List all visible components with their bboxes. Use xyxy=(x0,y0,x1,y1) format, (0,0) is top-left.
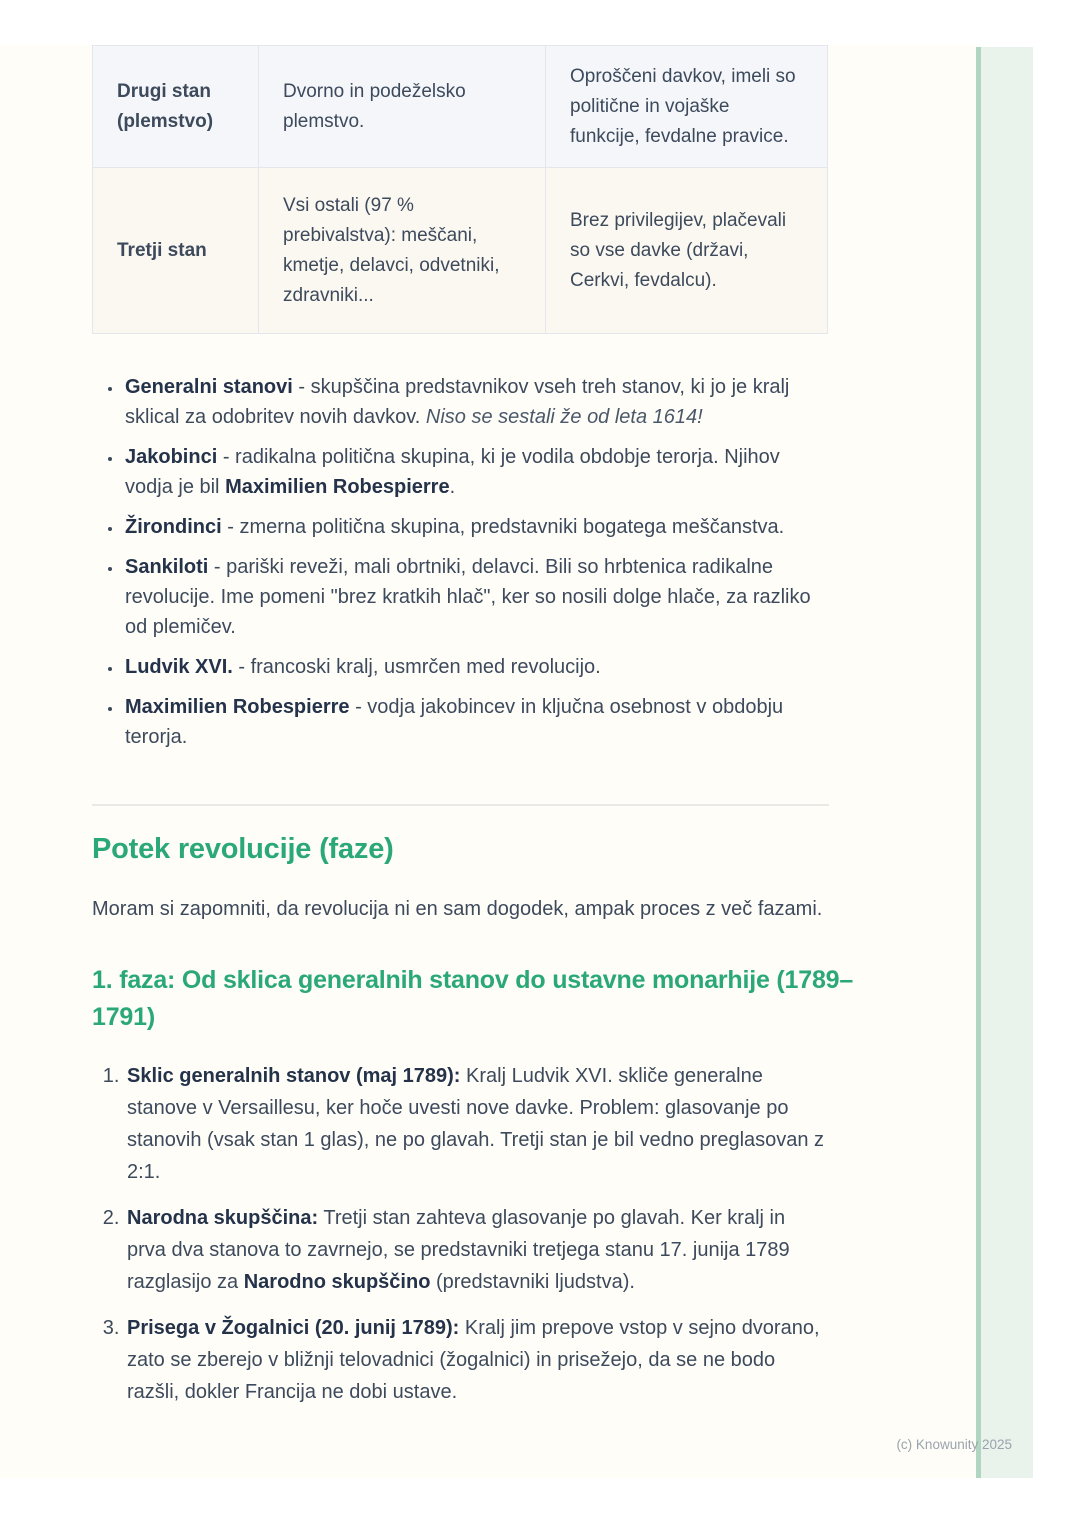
estate-term-cell: Drugi stan (plemstvo) xyxy=(93,46,259,168)
list-item-generalni-stanovi: • Generalni stanovi - skupščina predstavnikov vseh treh stanov, ki jo je kralj sklical za odobritev novih davkov. Niso se sestali že od leta 1614! xyxy=(123,372,829,432)
glossary-list xyxy=(92,372,829,752)
document-content xyxy=(92,45,854,1422)
step-item-prisega: 3. Prisega v Žogalnici (20. junij 1789): Kralj jim prepove vstop v sejno dvorano, zato se zberejo v bližnji telovadnici (žogalnici) in prisežejo, da se ne bodo razšli, dokler Francija ne dobi ustave. xyxy=(125,1312,829,1408)
table-row-second-estate xyxy=(93,46,828,168)
phase1-steps-list xyxy=(92,1060,829,1408)
estate-members-cell: Vsi ostali (97 % prebivalstva): meščani, kmetje, delavci, odvetniki, zdravniki... xyxy=(259,168,546,334)
phase1-heading: 1. faza: Od sklica generalnih stanov do ustavne monarhije (1789–1791) xyxy=(92,966,854,1031)
estates-table xyxy=(92,45,828,334)
list-item-robespierre: • Maximilien Robespierre - vodja jakobincev in ključna osebnost v obdobju terorja. xyxy=(123,692,829,752)
intro-paragraph: Moram si zapomniti, da revolucija ni en sam dogodek, ampak proces z več fazami. xyxy=(92,898,823,920)
estate-term-cell: Tretji stan xyxy=(93,168,259,334)
copyright-notice: (c) Knowunity 2025 xyxy=(896,1437,1012,1452)
section-divider xyxy=(92,804,829,806)
estate-rights-cell: Oproščeni davkov, imeli so politične in vojaške funkcije, fevdalne pravice. xyxy=(546,46,828,168)
table-row-third-estate xyxy=(93,168,828,334)
step-item-narodna-skupscina: 2. Narodna skupščina: Tretji stan zahteva glasovanje po glavah. Ker kralj in prva dva stanova to zavrnejo, se predstavniki tretjega stanu 17. junija 1789 razglasijo za Narodno skupščino (predstavniki ljudstva). xyxy=(125,1202,829,1298)
estate-rights-cell: Brez privilegijev, plačevali so vse davke (državi, Cerkvi, fevdalcu). xyxy=(546,168,828,334)
list-item-sankiloti: • Sankiloti - pariški reveži, mali obrtniki, delavci. Bili so hrbtenica radikalne revolucije. Ime pomeni "brez kratkih hlač", ker so nosili dolge hlače, za razliko od plemičev. xyxy=(123,552,829,642)
green-accent-stripe xyxy=(976,47,1033,1478)
list-item-zirondinci: • Žirondinci - zmerna politična skupina, predstavniki bogatega meščanstva. xyxy=(123,512,829,542)
list-item-ludvik-xvi: • Ludvik XVI. - francoski kralj, usmrčen med revolucijo. xyxy=(123,652,829,682)
estate-members-cell: Dvorno in podeželsko plemstvo. xyxy=(259,46,546,168)
step-item-sklic: 1. Sklic generalnih stanov (maj 1789): Kralj Ludvik XVI. skliče generalne stanove v Versaillesu, ker hoče uvesti nove davke. Problem: glasovanje po stanovih (vsak stan 1 glas), ne po glavah. Tretji stan je bil vedno preglasovan z 2:1. xyxy=(125,1060,829,1188)
list-item-jakobinci: • Jakobinci - radikalna politična skupina, ki je vodila obdobje terorja. Njihov vodja je bil Maximilien Robespierre. xyxy=(123,442,829,502)
section-title: Potek revolucije (faze) xyxy=(92,833,394,865)
